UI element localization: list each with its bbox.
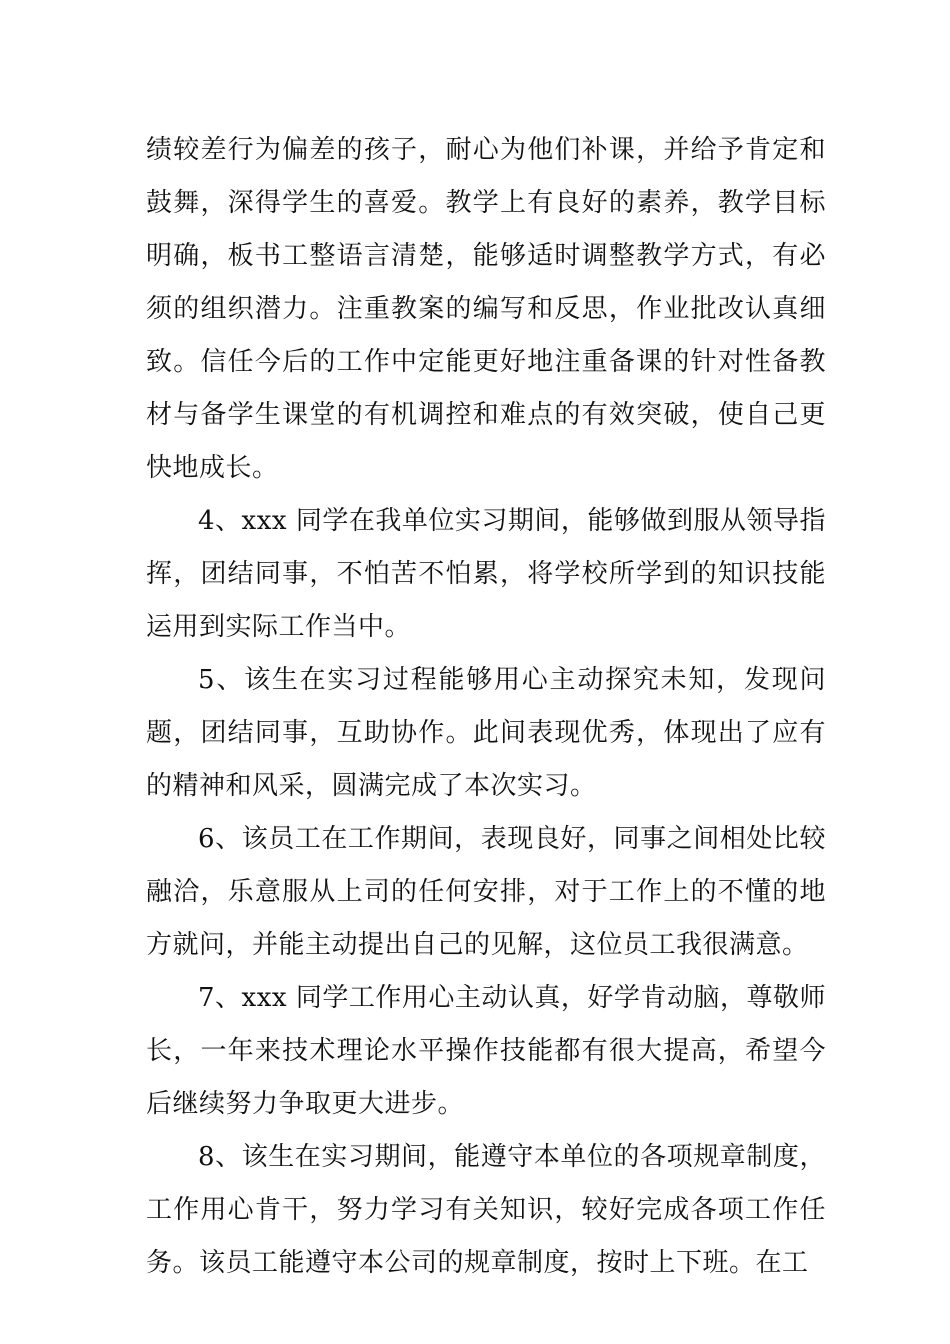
paragraph-item-7: 7、xxx 同学工作用心主动认真，好学肯动脑，尊敬师长，一年来技术理论水平操作技能都有很大提高，希望今后继续努力争取更大进步。: [146, 983, 826, 1119]
document-body: [146, 124, 826, 1290]
paragraph-item-5: 5、该生在实习过程能够用心主动探究未知，发现问题，团结同事，互助协作。此间表现优秀，体现出了应有的精神和风采，圆满完成了本次实习。: [146, 665, 826, 801]
paragraph-continuation: 绩较差行为偏差的孩子，耐心为他们补课，并给予肯定和鼓舞，深得学生的喜爱。教学上有良好的素养，教学目标明确，板书工整语言清楚，能够适时调整教学方式，有必须的组织潜力。注重教案的编写和反思，作业批改认真细致。信任今后的工作中定能更好地注重备课的针对性备教材与备学生课堂的有机调控和难点的有效突破，使自己更快地成长。: [146, 135, 826, 483]
paragraph-item-4: 4、xxx 同学在我单位实习期间，能够做到服从领导指挥，团结同事，不怕苦不怕累，将学校所学到的知识技能运用到实际工作当中。: [146, 506, 826, 642]
paragraph-item-6: 6、该员工在工作期间，表现良好，同事之间相处比较融洽，乐意服从上司的任何安排，对于工作上的不懂的地方就问，并能主动提出自己的见解，这位员工我很满意。: [146, 824, 826, 960]
paragraph-item-8: 8、该生在实习期间，能遵守本单位的各项规章制度，工作用心肯干，努力学习有关知识，较好完成各项工作任务。该员工能遵守本公司的规章制度，按时上下班。在工: [146, 1142, 826, 1278]
